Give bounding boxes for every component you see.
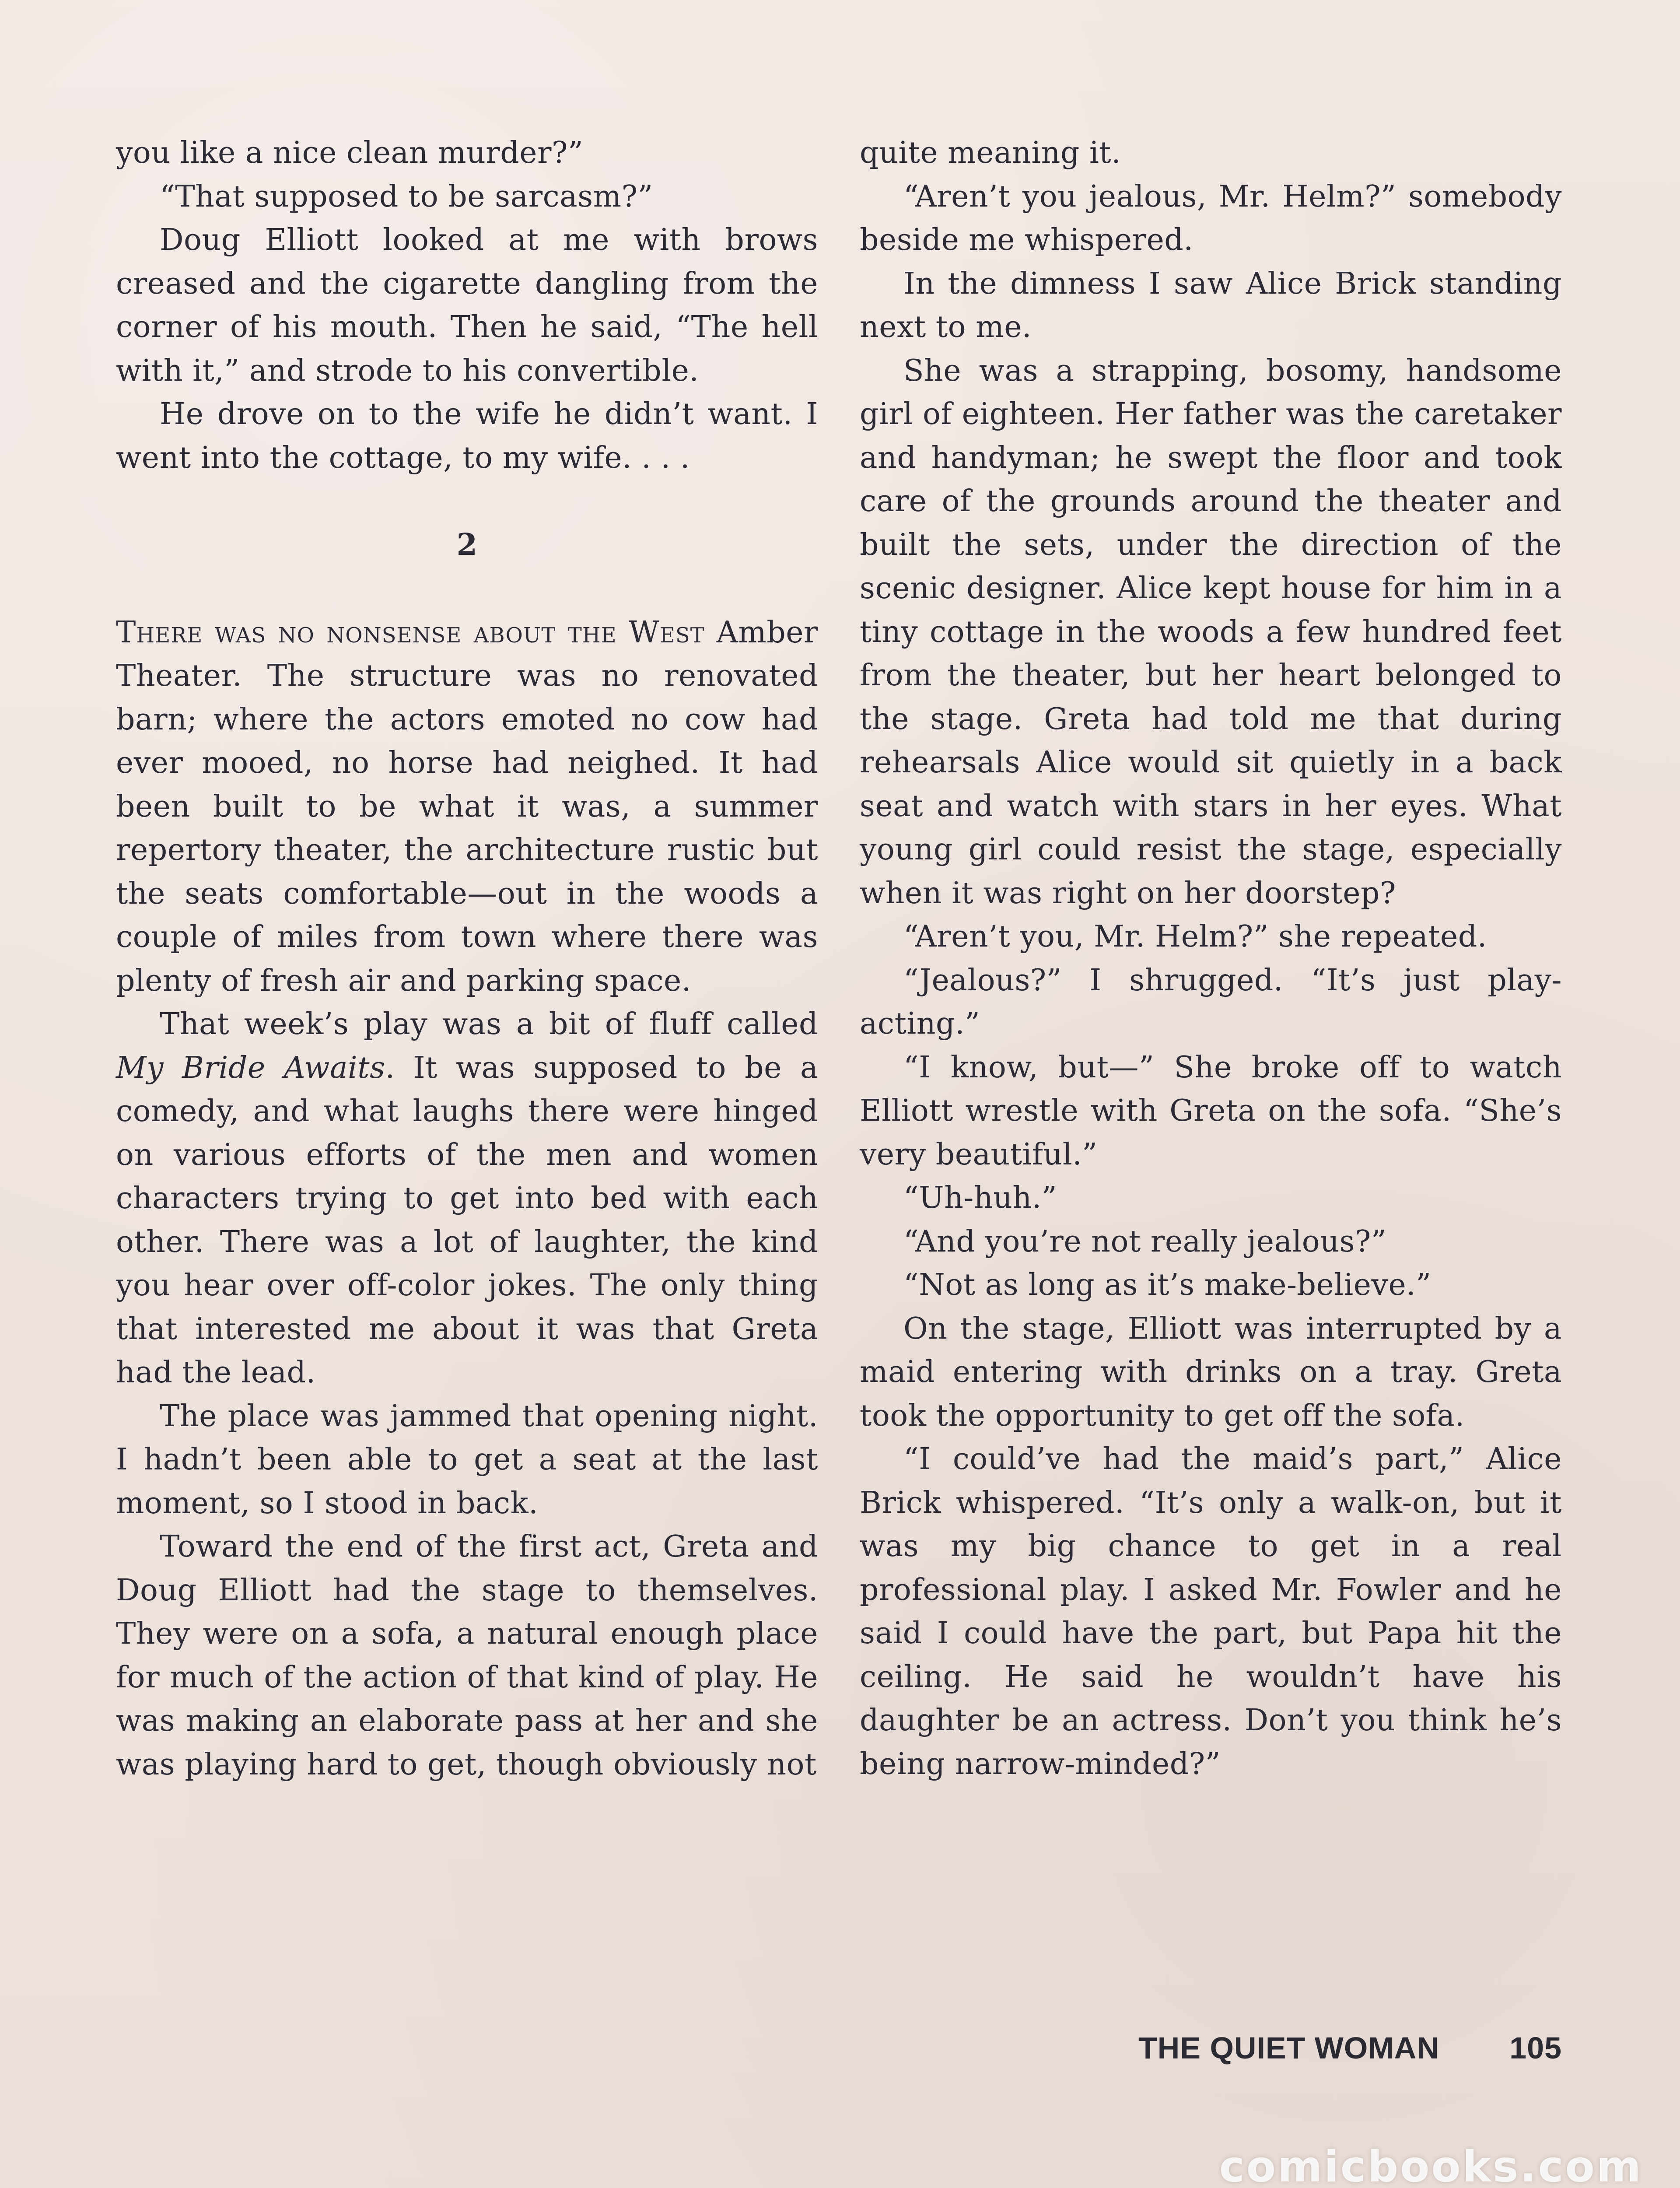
paragraph: In the dimness I saw Alice Brick standing next to me. (860, 266, 1562, 344)
paragraph: He drove on to the wife he didn’t want. I went into the cottage, to my wife. . . . (116, 397, 818, 475)
paragraph: “Uh-huh.” (903, 1181, 1057, 1215)
paragraph: “I know, but—” She broke off to watch Elliott wrestle with Greta on the sofa. “She’s very beautiful.” (860, 1050, 1562, 1172)
paragraph: “Aren’t you, Mr. Helm?” she repeated. (903, 919, 1487, 954)
paragraph: “That supposed to be sarcasm?” (160, 179, 653, 214)
paragraph-text: That week’s play was a bit of fluff called (160, 1007, 818, 1041)
paragraph (116, 611, 818, 1003)
paragraph: On the stage, Elliott was interrupted by a maid entering with drinks on a tray. Greta took the opportunity to get off the sofa. (860, 1311, 1562, 1433)
section-number: 2 (456, 527, 478, 562)
paragraph: Toward the end of the first act, Greta and Doug Elliott had the stage to themselves. They were on a sofa, a natural enough place for much of the action of that kind of play. He was making an elaborate pass at her and she was playing hard to get, though obviously not (116, 1529, 818, 1782)
paragraph: Doug Elliott looked at me with brows creased and the cigarette dangling from the corner of his mouth. Then he said, “The hell with it,” and strode to his convertible. (116, 223, 818, 388)
paragraph-text: Amber Theater. The structure was no renovated barn; where the actors emoted no cow had ever mooed, no horse had neighed. It had been built to be what it was, a summer repertory theater, the architecture rustic but the seats comfortable—out in the woods a couple of miles from town where there was plenty of fresh air and parking space. (116, 615, 819, 998)
running-title: THE QUIET WOMAN (1138, 2031, 1439, 2065)
paragraph: quite meaning it. (860, 136, 1121, 170)
paragraph: “Not as long as it’s make-believe.” (903, 1268, 1432, 1302)
paragraph: “And you’re not really jealous?” (903, 1224, 1387, 1259)
play-title: My Bride Awaits (116, 1050, 385, 1085)
right-column (860, 131, 1562, 1786)
paragraph-text: . It was supposed to be a comedy, and what laughs there were hinged on various efforts of the men and women characters trying to get into bed with each other. There was a lot of laughter, the kind you hear over off-color jokes. The only thing that interested me about it was that Greta had the lead. (116, 1050, 818, 1390)
paragraph: “I could’ve had the maid’s part,” Alice Brick whispered. “It’s only a walk-on, but it was my big chance to get in a real professional play. I asked Mr. Fowler and he said I could have the part, but Papa hit the ceiling. He said he wouldn’t have his daughter be an actress. Don’t you think he’s being narrow-minded?” (860, 1442, 1562, 1781)
paragraph: “Jealous?” I shrugged. “It’s just play-acting.” (860, 963, 1562, 1041)
paragraph (116, 1003, 818, 1395)
opening-smallcaps: There was no nonsense about the West (116, 615, 705, 650)
paragraph: She was a strapping, bosomy, handsome girl of eighteen. Her father was the caretaker and handyman; he swept the floor and took care of the grounds around the theater and built the sets, under the direction of the scenic designer. Alice kept house for him in a tiny cottage in the woods a few hundred feet from the theater, but her heart belonged to the stage. Greta had told me that during rehearsals Alice would sit quietly in a back seat and watch with stars in her eyes. What young girl could resist the stage, especially when it was right on her doorstep? (860, 353, 1562, 911)
paragraph: you like a nice clean murder?” (116, 136, 584, 170)
paragraph: “Aren’t you jealous, Mr. Helm?” somebody beside me whispered. (860, 179, 1562, 257)
page-footer (1138, 2030, 1562, 2065)
paragraph: The place was jammed that opening night. I hadn’t been able to get a seat at the last moment, so I stood in back. (116, 1399, 818, 1521)
watermark: comicbooks.com (1219, 2142, 1643, 2188)
left-column (116, 131, 818, 1786)
page-number: 105 (1509, 2031, 1562, 2065)
